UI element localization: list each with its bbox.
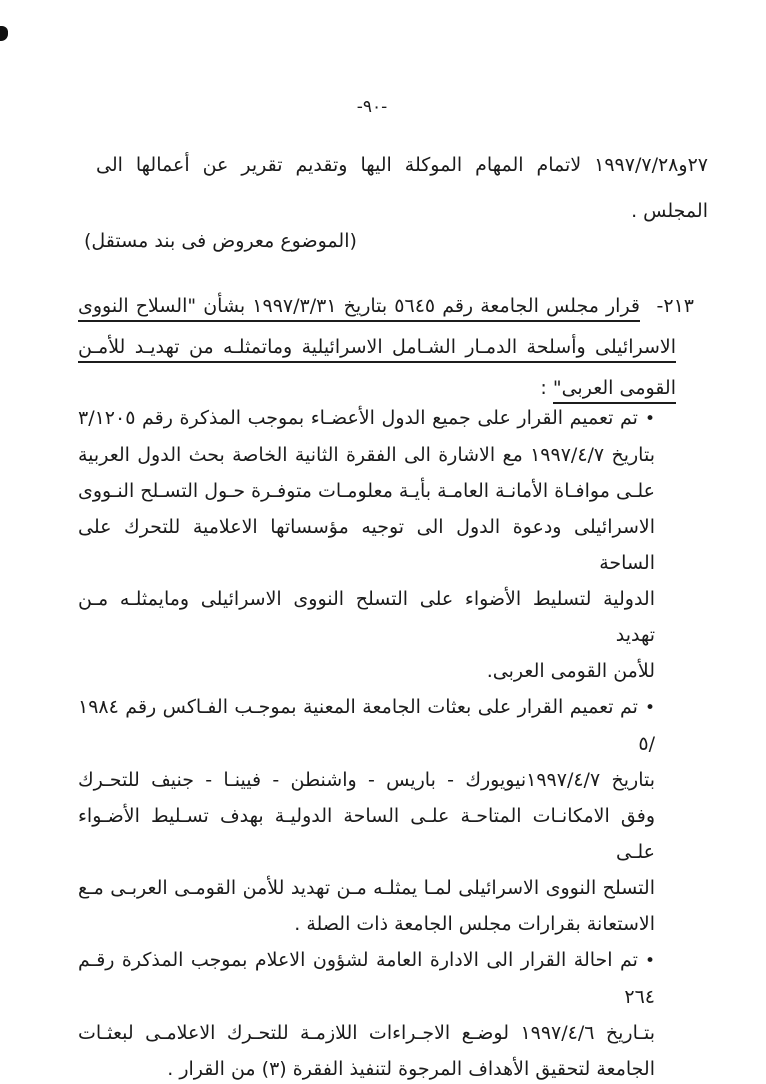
heading-text: الاسرائيلى وأسلحة الدمـار الشـامل الاسرائيلية وماتمثلـه من تهديـد للأمـن	[78, 336, 676, 363]
bullet-line: الاستعانة بقرارات مجلس الجامعة ذات الصلة .	[294, 913, 655, 935]
bullet-line: الاسرائيلى ودعوة الدول الى توجيه مؤسساتها الاعلامية للتحرك على الساحة	[78, 516, 655, 574]
bullet-icon: •	[644, 698, 655, 718]
intro-line: المجلس .	[631, 200, 708, 222]
bullet-item	[78, 942, 655, 1084]
heading-line	[78, 286, 676, 327]
bullet-line: الدولية لتسليط الأضواء على التسلح النووى الاسرائيلى ومايمثلـه مـن تهديد	[78, 588, 655, 646]
bullet-list	[78, 400, 655, 1084]
item-number: ٢١٣-	[656, 295, 694, 317]
bullet-line: بتاريخ ١٩٩٧/٤/٧نيويورك - باريس - واشنطن - فيينـا - جنيف للتحـرك	[78, 769, 656, 791]
heading-line	[78, 327, 676, 368]
bullet-line: وفق الامكانـات المتاحـة علـى الساحة الدوليـة بهدف تسـليط الأضـواء علـى	[78, 805, 655, 863]
heading-text: قرار مجلس الجامعة رقم ٥٦٤٥ بتاريخ ١٩٩٧/٣/٣١ بشأن "السلاح النووى	[78, 295, 640, 322]
bullet-icon: •	[644, 951, 655, 971]
intro-line: ٢٧و١٩٩٧/٧/٢٨ لاتمام المهام الموكلة اليها وتقديم تقرير عن أعمالها الى	[96, 154, 708, 176]
bullet-line: بتـاريخ ١٩٩٧/٤/٦ لوضـع الاجـراءات اللازمـة للتحـرك الاعلامـى لبعثـات	[78, 1022, 655, 1044]
bullet-line: بتاريخ ١٩٩٧/٤/٧ مع الاشارة الى الفقرة الثانية الخاصة بحث الدول العربية	[78, 444, 655, 466]
bullet-item	[78, 400, 655, 689]
heading-colon: :	[540, 377, 553, 399]
scan-artifact	[0, 26, 8, 41]
note-line: (الموضوع معروض فى بند مستقل)	[84, 230, 357, 252]
bullet-line	[78, 689, 655, 762]
bullet-line	[78, 400, 655, 437]
bullet-text: تم احالة القرار الى الادارة العامة لشؤون الاعلام بموجب المذكرة رقـم ٢٦٤	[78, 949, 655, 1008]
item-heading	[78, 286, 676, 409]
item-213	[78, 286, 710, 1084]
bullet-line: التسلح النووى الاسرائيلى لمـا يمثلـه مـن تهديد للأمن القومـى العربـى مـع	[78, 877, 655, 899]
bullet-line: الجامعة لتحقيق الأهداف المرجوة لتنفيذ الفقرة (٣) من القرار .	[167, 1058, 655, 1080]
bullet-line	[78, 942, 655, 1015]
bullet-icon: •	[644, 409, 655, 429]
intro-paragraph	[96, 142, 708, 234]
heading-text: القومى العربى"	[553, 377, 676, 404]
page-number: -٩٠-	[356, 97, 388, 117]
bullet-line: للأمن القومى العربى.	[486, 660, 655, 682]
bullet-text: تم تعميم القرار على جميع الدول الأعضـاء بموجب المذكرة رقم ٣/١٢٠٥	[78, 407, 638, 429]
bullet-text: تم تعميم القرار على بعثات الجامعة المعنية بموجـب الفـاكس رقم ١٩٨٤ /٥	[78, 696, 655, 755]
bullet-item	[78, 689, 655, 942]
bullet-line: علـى موافـاة الأمانـة العامـة بأيـة معلومـات متوفـرة حـول التسـلح النـووى	[78, 480, 655, 502]
